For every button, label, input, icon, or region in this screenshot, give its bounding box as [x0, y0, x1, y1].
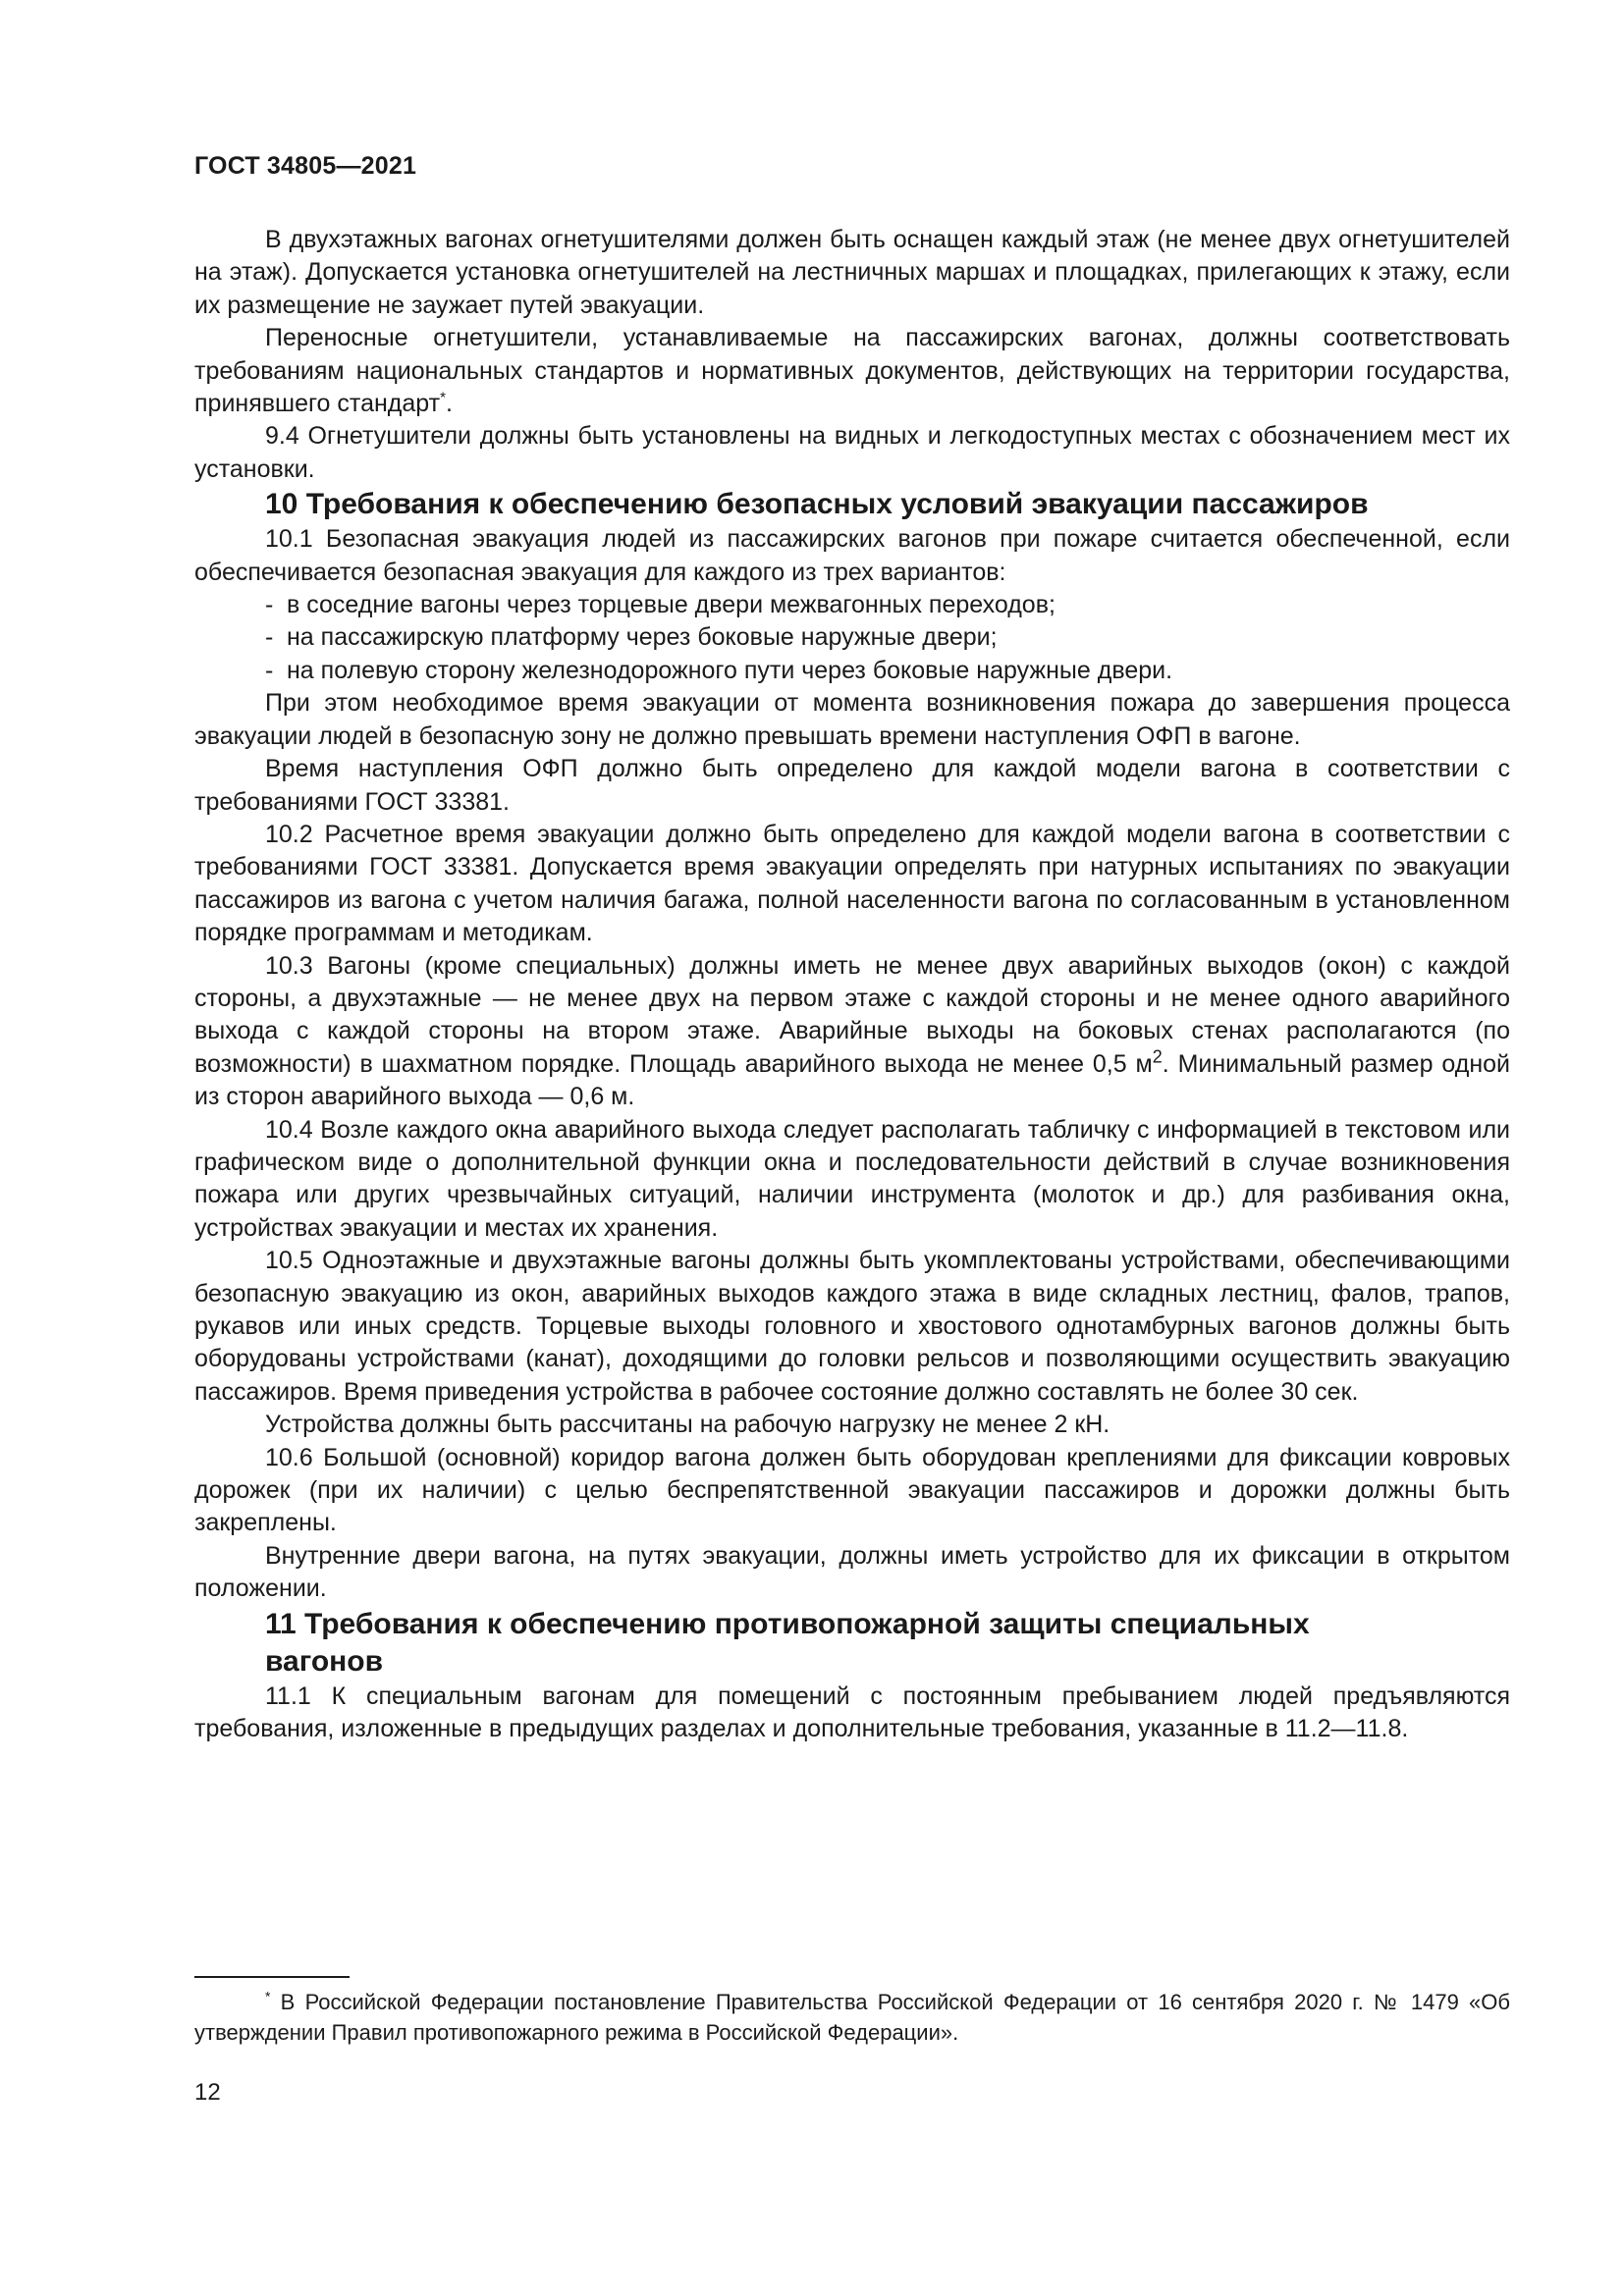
list-item-text: на пассажирскую платформу через боковые наружные двери;: [287, 623, 998, 652]
paragraph-10-5: 10.5 Одноэтажные и двухэтажные вагоны должны быть укомплектованы устройствами, обеспечивающими безопасную эвакуацию из окон, аварийных выходов каждого этажа в виде складных лестниц, фалов, трапов, рукавов или иных средств. Торцевые выходы головного и хвостового однотамбурных вагонов должны быть оборудованы устройствами (канат), доходящими до головки рельсов и позволяющими осуществить эвакуацию пассажиров. Время приведения устройства в рабочее состояние должно составлять не более 30 сек.: [194, 1247, 1510, 1406]
list-item-text: в соседние вагоны через торцевые двери межвагонных переходов;: [287, 591, 1056, 619]
list-item: [194, 621, 1510, 654]
paragraph-10-2: 10.2 Расчетное время эвакуации должно быть определено для каждой модели вагона в соответствии с требованиями ГОСТ 33381. Допускается время эвакуации определять при натурных испытаниях по эвакуации пассажиров из вагона с учетом наличия багажа, полной населенности вагона по согласованным в установленном порядке программам и методикам.: [194, 820, 1510, 947]
paragraph-10-6: 10.6 Большой (основной) коридор вагона должен быть оборудован креплениями для фиксации ковровых дорожек (при их наличии) с целью беспрепятственной эвакуации пассажиров и дорожки должны быть закреплены.: [194, 1443, 1510, 1537]
running-header: ГОСТ 34805—2021: [194, 152, 417, 180]
paragraph-text: 10.3 Вагоны (кроме специальных) должны иметь не менее двух аварийных выходов (окон) с каждой стороны, а двухэтажные — не менее двух на первом этаже с каждой стороны и не менее одного аварийного выхода с каждой стороны на втором этаже. Аварийные выходы на боковых стенах располагаются (по возможности) в шахматном порядке. Площадь аварийного выхода не менее 0,5 м: [194, 951, 1510, 1078]
footnote-separator: [194, 1976, 350, 1978]
footnote: [194, 1987, 1510, 2048]
paragraph-double-deck-extinguishers: В двухэтажных вагонах огнетушителями должен быть оснащен каждый этаж (не менее двух огнетушителей на этаж). Допускается установка огнетушителей на лестничных маршах и площадках, прилегающих к этажу, если их размещение не заужает путей эвакуации.: [194, 226, 1510, 319]
list-dash: -: [265, 656, 274, 684]
paragraph-inner-doors: Внутренние двери вагона, на путях эвакуации, должны иметь устройство для их фиксации в открытом положении.: [194, 1541, 1510, 1603]
section-11-heading-line1: 11 Требования к обеспечению противопожарной защиты специальных: [265, 1607, 1310, 1640]
paragraph-working-load: Устройства должны быть рассчитаны на рабочую нагрузку не менее 2 кН.: [265, 1411, 1110, 1439]
paragraph-9-4: 9.4 Огнетушители должны быть установлены на видных и легкодоступных местах с обозначением мест их установки.: [194, 422, 1510, 483]
section-11-heading-line2: вагонов: [265, 1644, 384, 1678]
paragraph-evacuation-time: При этом необходимое время эвакуации от момента возникновения пожара до завершения процесса эвакуации людей в безопасную зону не должно превышать времени наступления ОФП в вагоне.: [194, 689, 1510, 750]
paragraph-ofp-time: Время наступления ОФП должно быть определено для каждой модели вагона в соответствии с требованиями ГОСТ 33381.: [194, 755, 1510, 816]
superscript-square: 2: [1152, 1046, 1163, 1067]
list-item-text: на полевую сторону железнодорожного пути через боковые наружные двери.: [287, 656, 1173, 684]
list-item: [194, 589, 1510, 621]
list-item: [194, 655, 1510, 687]
section-10-heading: 10 Требования к обеспечению безопасных условий эвакуации пассажиров: [265, 488, 1369, 521]
footnote-marker: *: [265, 1988, 271, 2004]
list-dash: -: [265, 591, 274, 619]
paragraph-11-1: 11.1 К специальным вагонам для помещений с постоянным пребыванием людей предъявляются требования, изложенные в предыдущих разделах и дополнительные требования, указанные в 11.2—11.8.: [194, 1682, 1510, 1743]
paragraph-10-3: [194, 950, 1510, 1114]
footnote-text: В Российской Федерации постановление Правительства Российской Федерации от 16 сентября 2020 г. № 1479 «Об утверждении Правил противопожарного режима в Российской Федерации».: [194, 1990, 1510, 2045]
page-number: 12: [194, 2079, 221, 2106]
paragraph-portable-extinguishers: Переносные огнетушители, устанавливаемые на пассажирских вагонах, должны соответствовать требованиям национальных стандартов и нормативных документов, действующих на территории государства, принявшего стандарт*.: [194, 324, 1510, 418]
paragraph-text: . Минимальный размер одной из сторон аварийного выхода — 0,6 м.: [194, 1049, 1510, 1111]
page-content: [194, 224, 1510, 1745]
footnote-reference: *: [440, 389, 446, 406]
paragraph-text: Переносные огнетушители, устанавливаемые на пассажирских вагонах, должны соответствовать требованиям национальных стандартов и нормативных документов, действующих на территории государства, принявшего стандарт: [194, 324, 1510, 418]
paragraph-10-4: 10.4 Возле каждого окна аварийного выхода следует располагать табличку с информацией в текстовом или графическом виде о дополнительной функции окна и последовательности действий в случае возникновения пожара или других чрезвычайных ситуаций, наличии инструмента (молоток и др.) для разбивания окна, устройствах эвакуации и местах их хранения.: [194, 1115, 1510, 1242]
list-dash: -: [265, 623, 274, 652]
section-11-heading: [194, 1606, 1510, 1681]
paragraph-10-1: 10.1 Безопасная эвакуация людей из пассажирских вагонов при пожаре считается обеспеченной, если обеспечивается безопасная эвакуация для каждого из трех вариантов:: [194, 525, 1510, 586]
